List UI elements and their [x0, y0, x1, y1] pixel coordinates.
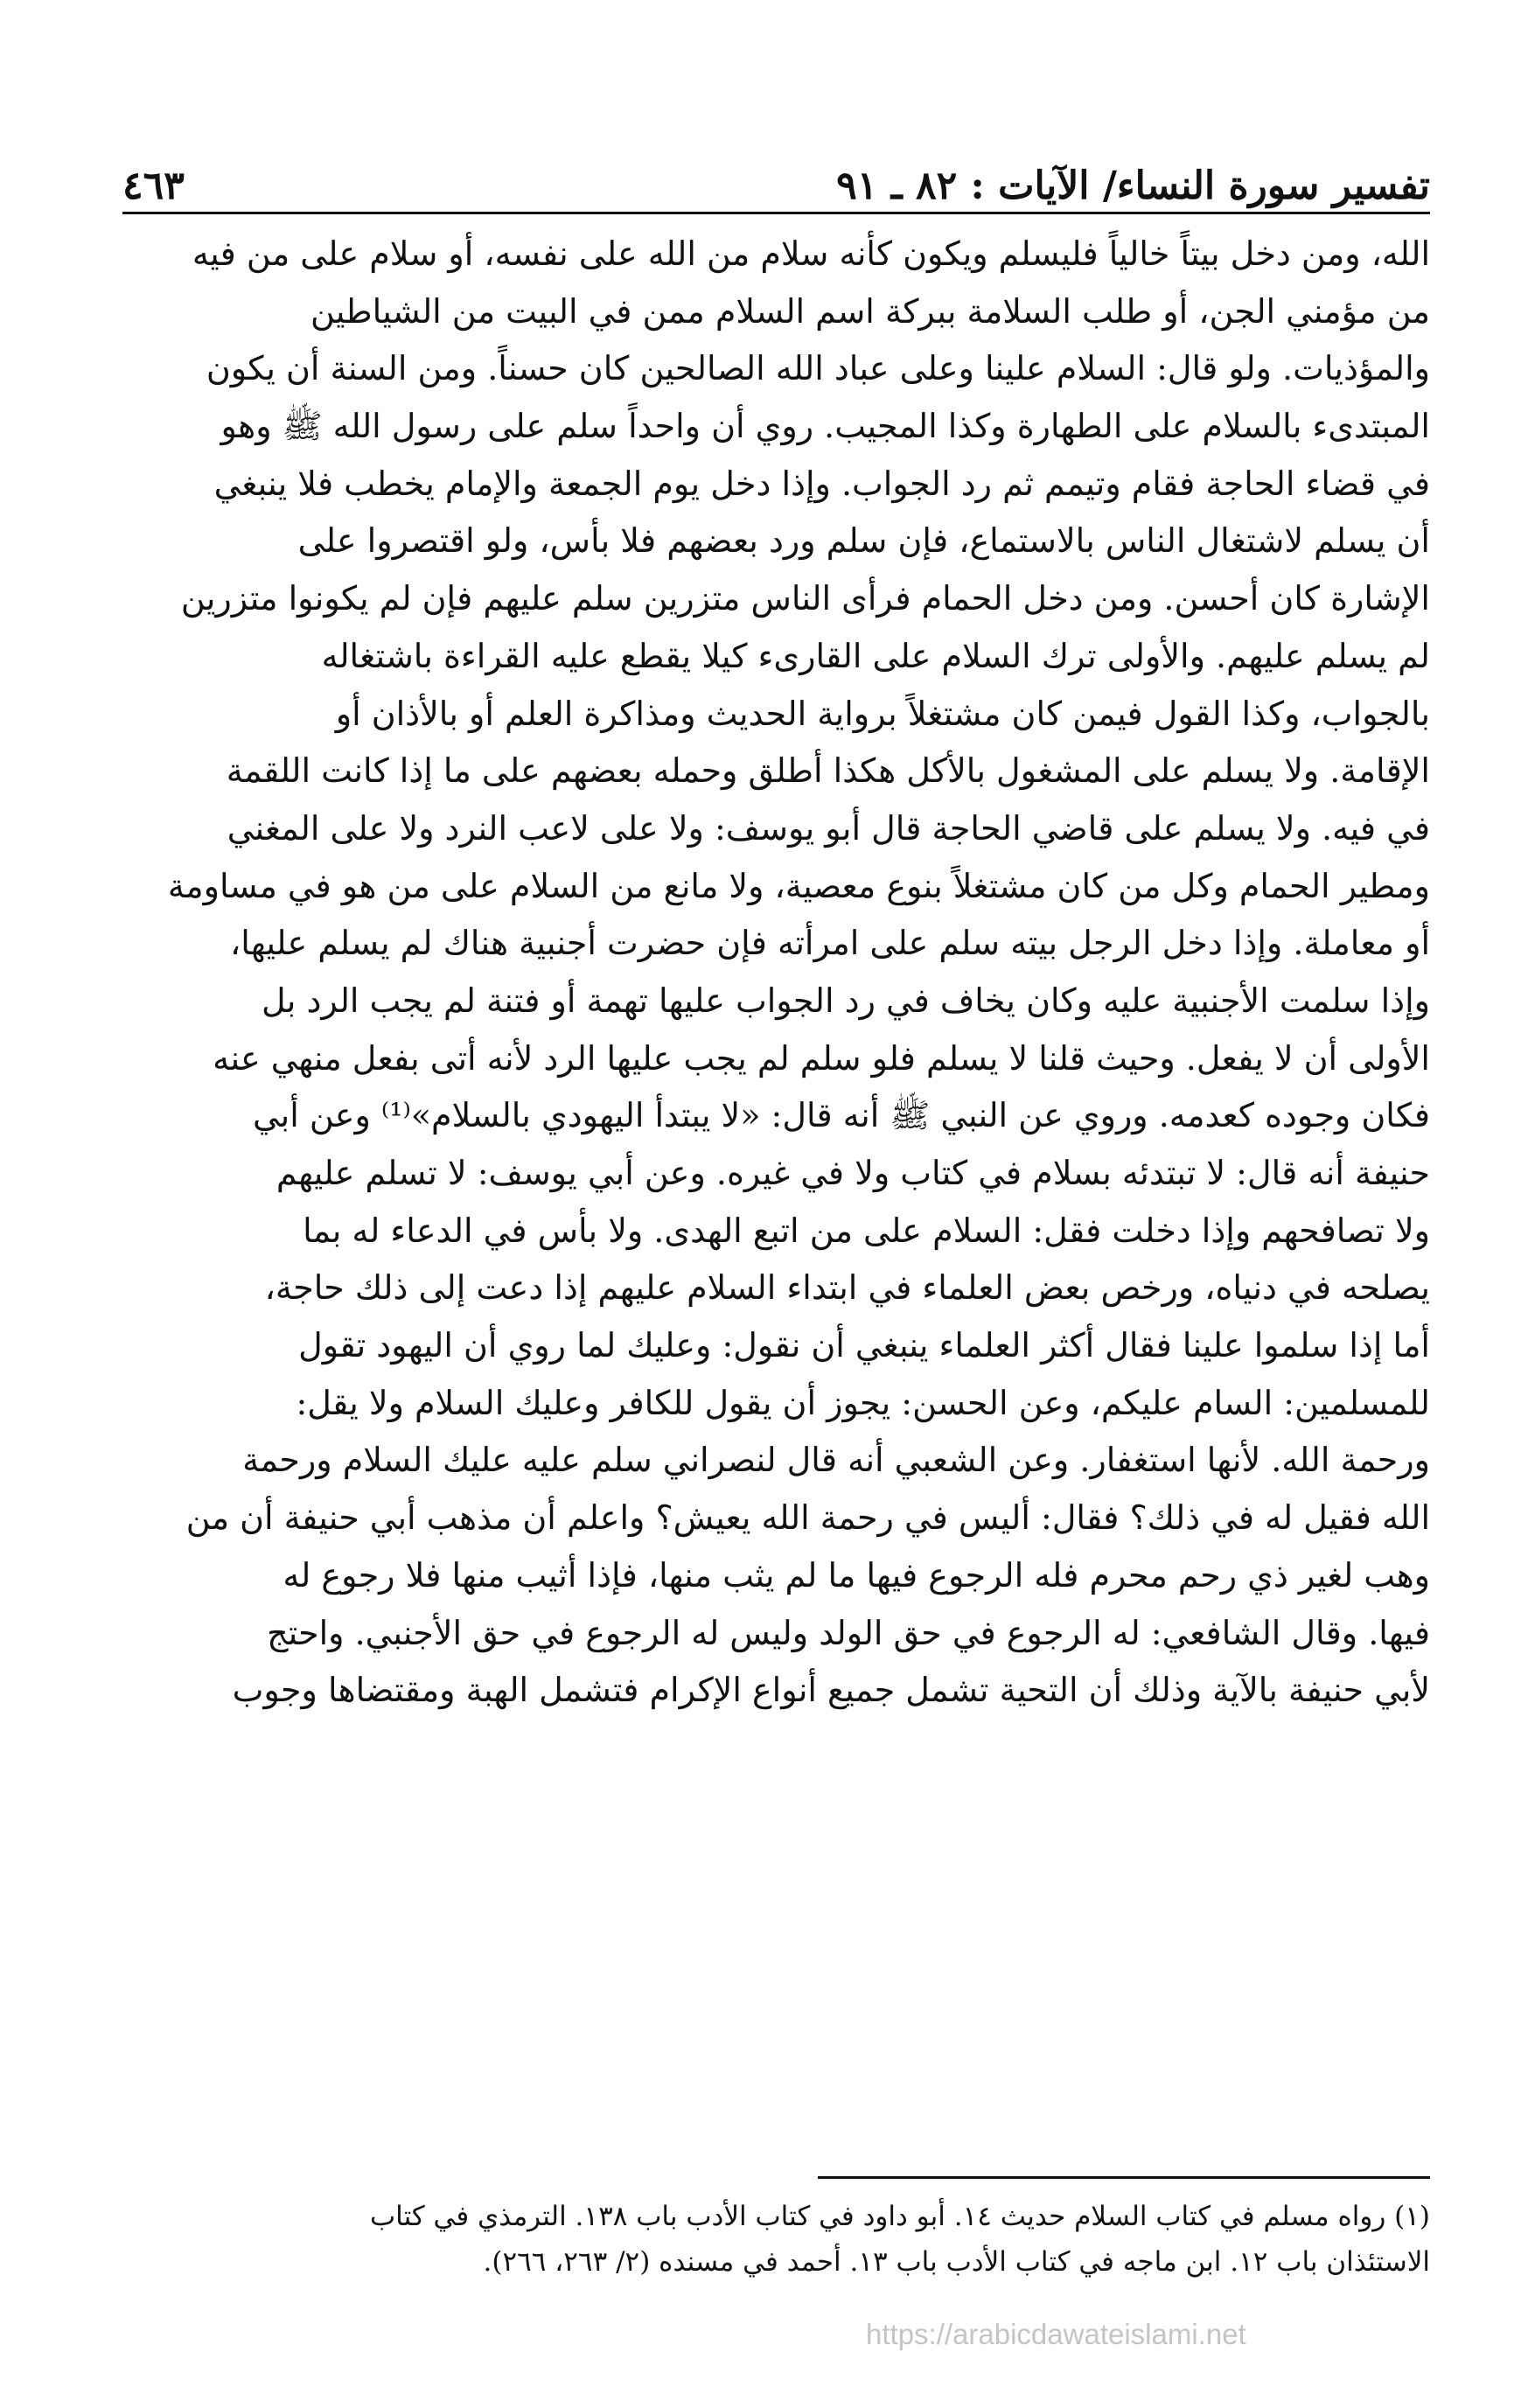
- text-line: في فيه. ولا يسلم على قاضي الحاجة قال أبو يوسف: ولا على لاعب النرد ولا على المغني: [227, 808, 1430, 848]
- text-line: أن يسلم لاشتغال الناس بالاستماع، فإن سلم ورد بعضهم فلا بأس، ولو اقتصروا على: [297, 521, 1430, 561]
- text-line: ومطير الحمام وكل من كان مشتغلاً بنوع معصية، ولا مانع من السلام على من هو في مساومة: [167, 866, 1430, 905]
- page-number: ٤٦٣: [122, 164, 185, 208]
- main-text: [119, 226, 1430, 1720]
- text-line: وإذا سلمت الأجنبية عليه وكان يخاف في رد الجواب عليها تهمة أو فتنة لم يجب الرد بل: [262, 981, 1430, 1020]
- header-rule: [122, 212, 1430, 214]
- running-title: تفسير سورة النساء/ الآيات : ٨٢ ـ ٩١: [836, 164, 1430, 208]
- footnote-line: (١) رواه مسلم في كتاب السلام حديث ١٤. أبو داود في كتاب الأدب باب ١٣٨. الترمذي في كتاب: [369, 2201, 1430, 2232]
- text-line: الله فقيل له في ذلك؟ فقال: أليس في رحمة الله يعيش؟ واعلم أن مذهب أبي حنيفة أن من: [185, 1498, 1430, 1538]
- text-line: وهب لغير ذي رحم محرم فله الرجوع فيها ما لم يثب منها، فإذا أثيب منها فلا رجوع له: [283, 1555, 1430, 1595]
- text-line: لم يسلم عليهم. والأولى ترك السلام على القارىء كيلا يقطع عليه القراءة باشتغاله: [321, 636, 1430, 675]
- text-line: للمسلمين: السام عليكم، وعن الحسن: يجوز أن يقول للكافر وعليك السلام ولا يقل:: [296, 1383, 1430, 1422]
- footnote-separator: [818, 2176, 1430, 2179]
- footnotes: [119, 2194, 1430, 2285]
- text-line: الله، ومن دخل بيتاً خالياً فليسلم ويكون كأنه سلام من الله على نفسه، أو سلام على من فيه: [192, 234, 1430, 273]
- text-line: ولا تصافحهم وإذا دخلت فقل: السلام على من اتبع الهدى. ولا بأس في الدعاء له بما: [303, 1211, 1430, 1250]
- text-line: يصلحه في دنياه، ورخص بعض العلماء في ابتداء السلام عليهم إذا دعت إلى ذلك حاجة،: [264, 1268, 1430, 1308]
- text-line: فكان وجوده كعدمه. وروي عن النبي ﷺ أنه قال: «لا يبتدأ اليهودي بالسلام»⁽¹⁾ وعن أبي: [252, 1096, 1430, 1135]
- text-line: ورحمة الله. لأنها استغفار. وعن الشعبي أنه قال لنصراني سلم عليه عليك السلام ورحمة: [242, 1441, 1430, 1480]
- watermark-url: https://arabicdawateislami.net: [866, 2318, 1246, 2350]
- text-line: من مؤمني الجن، أو طلب السلامة ببركة اسم السلام ممن في البيت من الشياطين: [310, 291, 1430, 331]
- text-line: بالجواب، وكذا القول فيمن كان مشتغلاً برواية الحديث ومذاكرة العلم أو بالأذان أو: [335, 694, 1430, 733]
- text-line: حنيفة أنه قال: لا تبتدئه بسلام في كتاب ولا في غيره. وعن أبي يوسف: لا تسلم عليهم: [276, 1154, 1430, 1192]
- text-line: فيها. وقال الشافعي: له الرجوع في حق الولد وليس له الرجوع في حق الأجنبي. واحتج: [267, 1613, 1430, 1652]
- text-line: المبتدىء بالسلام على الطهارة وكذا المجيب. روي أن واحداً سلم على رسول الله ﷺ وهو: [220, 407, 1430, 446]
- text-line: في قضاء الحاجة فقام وتيمم ثم رد الجواب. وإذا دخل يوم الجمعة والإمام يخطب فلا ينبغي: [213, 464, 1430, 503]
- text-line: أما إذا سلموا علينا فقال أكثر العلماء ينبغي أن نقول: وعليك لما روي أن اليهود تقول: [298, 1326, 1430, 1365]
- text-line: الإقامة. ولا يسلم على المشغول بالأكل هكذا أطلق وحمله بعضهم على ما إذا كانت اللقمة: [226, 751, 1430, 791]
- text-line: والمؤذيات. ولو قال: السلام علينا وعلى عباد الله الصالحين كان حسناً. ومن السنة أن يكون: [206, 349, 1430, 388]
- page-header: [122, 147, 1430, 208]
- footnote-line: الاستئذان باب ١٢. ابن ماجه في كتاب الأدب باب ١٣. أحمد في مسنده (٢/ ٢٦٣، ٢٦٦).: [483, 2246, 1430, 2278]
- text-line: لأبي حنيفة بالآية وذلك أن التحية تشمل جميع أنواع الإكرام فتشمل الهبة ومقتضاها وجوب: [232, 1671, 1430, 1710]
- text-line: أو معاملة. وإذا دخل الرجل بيته سلم على امرأته فإن حضرت أجنبية هناك لم يسلم عليها،: [230, 924, 1430, 963]
- text-line: الإشارة كان أحسن. ومن دخل الحمام فرأى الناس متزرين سلم عليهم فإن لم يكونوا متزرين: [180, 579, 1430, 618]
- text-line: الأولى أن لا يفعل. وحيث قلنا لا يسلم فلو سلم لم يجب عليها الرد لأنه أتى بفعل منهي عنه: [213, 1038, 1430, 1078]
